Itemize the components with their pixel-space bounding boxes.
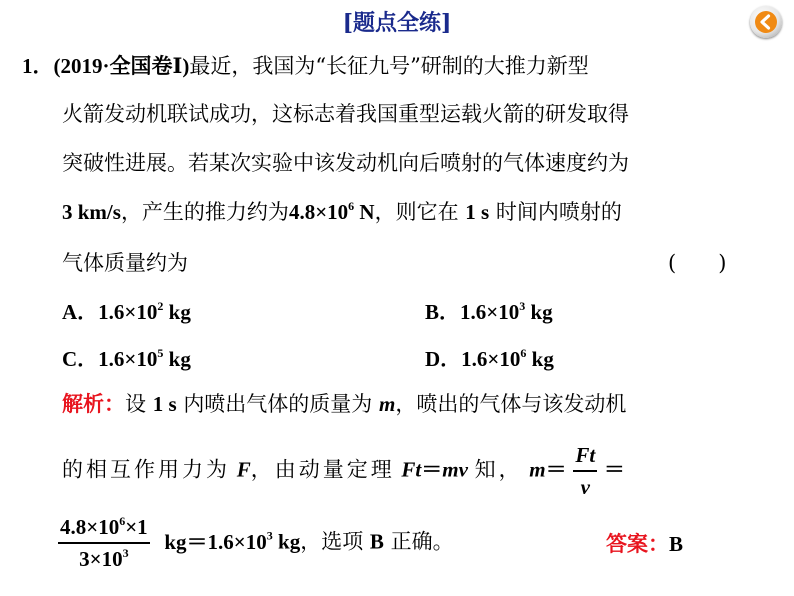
value-fraction: $\frac{4.8\times 10^6\times 1}{3\times 10^3}$ (60, 514, 148, 571)
question-line-1: 1．(2019·全国卷Ⅰ)最近，我国为“长征九号”研制的大推力新型 (22, 54, 589, 78)
analysis-label: 解析： (62, 391, 125, 416)
analysis-line-3: $\frac{4.8\times 10^6\times 1}{3\times 10^3}$ $kg=1.6\times 10^3$ kg，选项 B 正确。 (58, 512, 454, 574)
section-title: [题点全练] (342, 10, 452, 36)
orange-back-arrow-icon (754, 10, 778, 34)
answer-label: 答案： (606, 531, 669, 556)
analysis-line-1: 解析：设 1 s 内喷出气体的质量为 m，喷出的气体与该发动机 (62, 391, 627, 416)
answer-value: B (669, 532, 684, 556)
answer-blank: ( ) (668, 251, 727, 275)
question-source: (2019·全国卷Ⅰ) (53, 54, 190, 78)
analysis-line-2: 的相互作用力为 F，由动量定理 Ft＝mv 知， m＝ $\frac{Ft}{v}$ ＝ (62, 440, 625, 502)
option-a[interactable]: A．$1.6\times 10^2$ kg (62, 299, 191, 324)
momentum-fraction: $\frac{Ft}{v}$ (573, 440, 597, 502)
question-line-3: 突破性进展。若某次实验中该发动机向后喷射的气体速度约为 (62, 151, 629, 175)
option-d[interactable]: D．$1.6\times 10^6$ kg (425, 346, 554, 371)
question-line-5: 气体质量约为 (62, 251, 188, 275)
question-line-2: 火箭发动机联试成功，这标志着我国重型运载火箭的研发取得 (62, 102, 629, 126)
question-line-4: 3 km/s，产生的推力约为$4.8\times 10^6$ N，则它在 1 s 时间内喷射的 (62, 199, 622, 224)
answer (606, 530, 683, 558)
question-number: 1． (22, 54, 54, 78)
back-button[interactable] (750, 6, 782, 38)
option-b[interactable]: B．$1.6\times 10^3$ kg (425, 299, 553, 324)
option-c[interactable]: C．$1.6\times 10^5$ kg (62, 346, 191, 371)
